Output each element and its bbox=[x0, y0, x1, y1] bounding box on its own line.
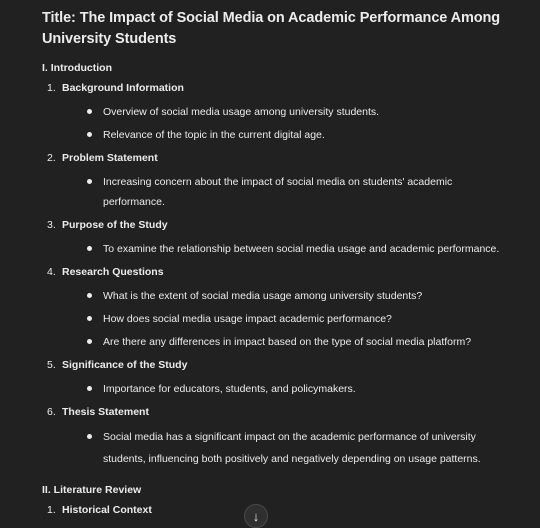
bullet-text: Social media has a significant impact on the academic performance of university students, influencing both positively and negatively depending on usage patterns. bbox=[103, 431, 481, 465]
bullet-icon bbox=[87, 316, 92, 321]
list-item bbox=[42, 217, 512, 264]
bullet-icon bbox=[87, 293, 92, 298]
bullet-icon bbox=[87, 246, 92, 251]
section-heading-introduction: I. Introduction bbox=[42, 62, 112, 74]
item-number: 5. bbox=[47, 359, 56, 371]
section-heading-literature-review: II. Literature Review bbox=[42, 484, 142, 496]
list-item bbox=[42, 150, 512, 217]
bullet-item bbox=[83, 125, 512, 145]
literature-review-list bbox=[42, 502, 512, 518]
bullet-icon bbox=[87, 434, 92, 439]
item-number: 4. bbox=[47, 266, 56, 278]
bullet-text: What is the extent of social media usage among university students? bbox=[103, 290, 423, 302]
bullet-text: Increasing concern about the impact of social media on students' academic performance. bbox=[103, 176, 453, 208]
item-heading-significance-of-the-study: Significance of the Study bbox=[62, 359, 188, 371]
list-item bbox=[42, 404, 512, 470]
scroll-to-bottom-button[interactable] bbox=[244, 504, 268, 528]
item-heading-thesis-statement: Thesis Statement bbox=[62, 406, 149, 418]
list-item bbox=[42, 264, 512, 357]
item-number: 1. bbox=[47, 82, 56, 94]
bullet-text: Relevance of the topic in the current digital age. bbox=[103, 129, 325, 141]
item-number: 3. bbox=[47, 219, 56, 231]
document bbox=[42, 8, 512, 518]
bullet-icon bbox=[87, 132, 92, 137]
bullet-item bbox=[83, 379, 512, 399]
item-heading-purpose-of-the-study: Purpose of the Study bbox=[62, 219, 168, 231]
item-number: 2. bbox=[47, 152, 56, 164]
bullet-icon bbox=[87, 339, 92, 344]
item-heading-background-information: Background Information bbox=[62, 82, 184, 94]
item-heading-research-questions: Research Questions bbox=[62, 266, 164, 278]
bullet-icon bbox=[87, 109, 92, 114]
bullet-text: Overview of social media usage among university students. bbox=[103, 106, 380, 118]
item-number: 1. bbox=[47, 504, 56, 516]
document-title: Title: The Impact of Social Media on Academic Performance Among University Students bbox=[42, 10, 501, 47]
item-heading-problem-statement: Problem Statement bbox=[62, 152, 158, 164]
list-item bbox=[42, 357, 512, 404]
bullet-item bbox=[83, 286, 512, 306]
bullet-item bbox=[83, 102, 512, 122]
list-item bbox=[42, 502, 512, 518]
bullet-text: Importance for educators, students, and policymakers. bbox=[103, 383, 356, 395]
bullet-text: How does social media usage impact academic performance? bbox=[103, 313, 392, 325]
bullet-item bbox=[83, 426, 512, 470]
bullet-item bbox=[83, 309, 512, 329]
bullet-item bbox=[83, 172, 512, 212]
arrow-down-icon: ↓ bbox=[252, 508, 260, 524]
bullet-item bbox=[83, 239, 512, 259]
item-number: 6. bbox=[47, 406, 56, 418]
bullet-text: Are there any differences in impact based on the type of social media platform? bbox=[103, 336, 472, 348]
introduction-list bbox=[42, 80, 512, 470]
bullet-text: To examine the relationship between social media usage and academic performance. bbox=[103, 243, 500, 255]
list-item bbox=[42, 80, 512, 150]
bullet-icon bbox=[87, 386, 92, 391]
bullet-item bbox=[83, 332, 512, 352]
bullet-icon bbox=[87, 179, 92, 184]
item-heading-historical-context: Historical Context bbox=[62, 504, 152, 516]
